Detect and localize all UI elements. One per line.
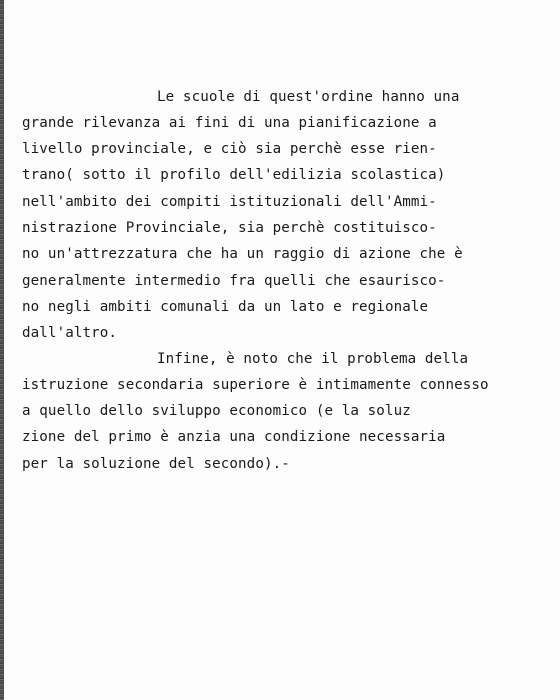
text-line: zione del primo è anzia una condizione necessaria — [22, 429, 446, 445]
text-line: no negli ambiti comunali da un lato e regionale — [22, 299, 429, 315]
text-line: grande rilevanza ai fini di una pianificazione a — [22, 115, 437, 131]
text-line: livello provinciale, e ciò sia perchè esse rien- — [22, 141, 437, 157]
text-line: no un'attrezzatura che ha un raggio di azione che è — [22, 246, 463, 262]
text-line: generalmente intermedio fra quelli che esaurisco- — [22, 273, 446, 289]
text-line: nell'ambito dei compiti istituzionali dell'Ammi- — [22, 194, 437, 210]
text-line: per la soluzione del secondo).- — [22, 456, 290, 472]
text-line: dall'altro. — [22, 325, 118, 341]
text-line: istruzione secondaria superiore è intimamente connesso — [22, 377, 489, 393]
text-line: trano( sotto il profilo dell'edilizia scolastica) — [22, 167, 446, 183]
text-line: Le scuole di quest'ordine hanno una — [157, 89, 460, 105]
text-line: nistrazione Provinciale, sia perchè costituisco- — [22, 220, 437, 236]
text-line: Infine, è noto che il problema della — [157, 351, 469, 367]
text-line: a quello dello sviluppo economico (e la soluz — [22, 403, 411, 419]
